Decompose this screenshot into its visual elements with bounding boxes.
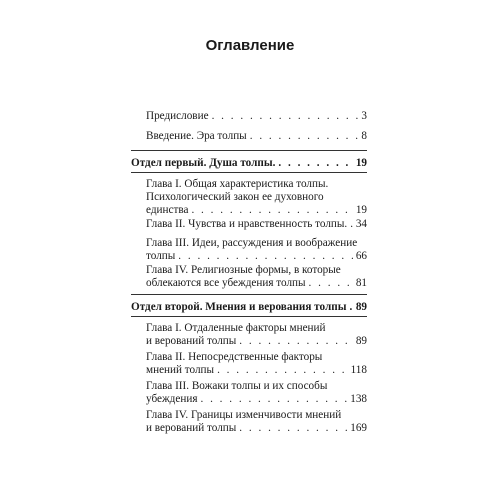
toc-chapter-1-2[interactable] <box>146 218 367 231</box>
toc-section-title: Отдел первый. Душа толпы. <box>131 157 276 169</box>
toc-chapter-2-2[interactable] <box>146 351 367 377</box>
toc-chapter-1-4[interactable] <box>146 264 367 290</box>
toc-section-part2[interactable] <box>131 301 367 314</box>
toc-chapter-title-line: убеждения <box>146 393 198 405</box>
toc-chapter-page: 19 <box>355 204 367 216</box>
toc-chapter-page: 34 <box>355 218 367 230</box>
section-divider <box>131 150 367 151</box>
dot-leader <box>250 130 359 143</box>
section-divider <box>131 294 367 295</box>
toc-section-part1[interactable] <box>131 157 367 170</box>
toc-chapter-2-1[interactable] <box>146 322 367 348</box>
toc-chapter-page: 89 <box>355 335 367 347</box>
toc-entry-title: Введение. Эра толпы <box>146 130 247 142</box>
dot-leader <box>349 301 352 314</box>
toc-chapter-1-3[interactable] <box>146 237 367 263</box>
toc-chapter-2-3[interactable] <box>146 380 367 406</box>
toc-section-title: Отдел второй. Мнения и верования толпы <box>131 301 347 313</box>
toc-chapter-title-line: Глава I. Отдаленные факторы мнений <box>146 322 326 334</box>
toc-section-page: 19 <box>355 157 367 169</box>
dot-leader <box>191 204 352 217</box>
section-divider <box>131 316 367 317</box>
toc-chapter-page: 81 <box>355 277 367 289</box>
toc-chapter-title-line: и верований толпы <box>146 422 237 434</box>
toc-entry-preface[interactable] <box>146 110 367 123</box>
toc-chapter-1-1[interactable] <box>146 178 367 217</box>
dot-leader <box>212 110 359 123</box>
toc-chapter-title-line: Глава IV. Религиозные формы, в которые <box>146 264 341 276</box>
toc-chapter-title-line: облекаются все убеждения толпы <box>146 277 306 289</box>
toc-chapter-title-line: мнений толпы <box>146 364 215 376</box>
toc-chapter-title-line: Глава II. Чувства и нравственность толпы. <box>146 218 348 230</box>
toc-chapter-page: 66 <box>355 250 367 262</box>
toc-chapter-title-line: Глава II. Непосредственные факторы <box>146 351 323 363</box>
toc-entry-page: 8 <box>361 130 367 142</box>
toc-chapter-2-4[interactable] <box>146 409 367 435</box>
dot-leader <box>239 335 353 348</box>
toc-chapter-title-line: Глава I. Общая характеристика толпы. <box>146 178 329 190</box>
toc-chapter-page: 169 <box>350 422 367 434</box>
dot-leader <box>200 393 347 406</box>
dot-leader <box>350 218 353 231</box>
toc-chapter-title-line: и верований толпы <box>146 335 237 347</box>
page-title: Оглавление <box>205 37 295 54</box>
toc-section-page: 89 <box>355 301 367 313</box>
toc-chapter-title-line: Психологический закон ее духовного <box>146 191 324 203</box>
toc-chapter-page: 138 <box>350 393 367 405</box>
dot-leader <box>278 157 352 170</box>
dot-leader <box>309 277 353 290</box>
toc-chapter-title-line: Глава III. Идеи, рассуждения и воображение <box>146 237 358 249</box>
dot-leader <box>217 364 348 377</box>
toc-entry-intro[interactable] <box>146 130 367 143</box>
toc-entry-title: Предисловие <box>146 110 209 122</box>
dot-leader <box>239 422 347 435</box>
toc-chapter-title-line: толпы <box>146 250 176 262</box>
section-divider <box>131 172 367 173</box>
dot-leader <box>178 250 353 263</box>
toc-chapter-title-line: единства <box>146 204 189 216</box>
toc-chapter-page: 118 <box>350 364 367 376</box>
toc-chapter-title-line: Глава IV. Границы изменчивости мнений <box>146 409 342 421</box>
toc-entry-page: 3 <box>361 110 367 122</box>
toc-chapter-title-line: Глава III. Вожаки толпы и их способы <box>146 380 328 392</box>
